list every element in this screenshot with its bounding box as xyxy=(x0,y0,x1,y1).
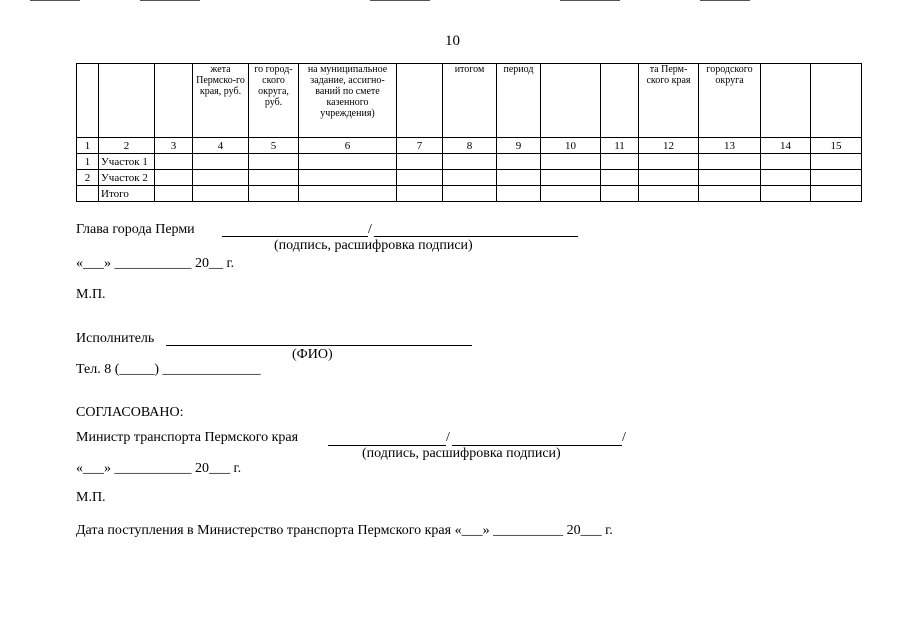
head-of-city-label: Глава города Перми xyxy=(76,222,195,237)
table-cell[interactable] xyxy=(193,154,249,170)
header-cell xyxy=(99,64,155,138)
header-cell xyxy=(601,64,639,138)
header-cell xyxy=(811,64,862,138)
header-cell: го город-ского округа, руб. xyxy=(249,64,299,138)
top-rule xyxy=(370,0,430,1)
column-number: 1 xyxy=(77,138,99,154)
signature-slash: / xyxy=(622,430,626,445)
table-cell[interactable] xyxy=(699,170,761,186)
table-cell[interactable] xyxy=(299,170,397,186)
header-cell: жета Пермско-го края, руб. xyxy=(193,64,249,138)
column-number: 14 xyxy=(761,138,811,154)
page-number: 10 xyxy=(445,33,460,49)
table-cell[interactable] xyxy=(155,186,193,202)
table-cell[interactable] xyxy=(761,154,811,170)
header-cell: итогом xyxy=(443,64,497,138)
row-name: Участок 2 xyxy=(99,170,155,186)
top-rule xyxy=(140,0,200,1)
stamp-label: М.П. xyxy=(76,287,106,302)
table-cell[interactable] xyxy=(497,154,541,170)
column-number: 5 xyxy=(249,138,299,154)
table-cell[interactable] xyxy=(811,186,862,202)
header-cell xyxy=(77,64,99,138)
table-cell[interactable] xyxy=(699,186,761,202)
table-cell[interactable] xyxy=(497,186,541,202)
column-number: 8 xyxy=(443,138,497,154)
column-number: 6 xyxy=(299,138,397,154)
header-cell: на муниципальное задание, ассигно-ваний по смете казенного учреждения) xyxy=(299,64,397,138)
table-cell[interactable] xyxy=(443,186,497,202)
table-cell[interactable] xyxy=(397,154,443,170)
table-cell[interactable] xyxy=(541,170,601,186)
header-cell: период xyxy=(497,64,541,138)
phone-field[interactable]: Тел. 8 (_____) ______________ xyxy=(76,362,261,377)
table-cell[interactable] xyxy=(601,170,639,186)
row-number: 2 xyxy=(77,170,99,186)
header-cell xyxy=(761,64,811,138)
table-cell[interactable] xyxy=(249,170,299,186)
column-number: 10 xyxy=(541,138,601,154)
table-cell[interactable] xyxy=(811,154,862,170)
row-name: Итого xyxy=(99,186,155,202)
column-number: 13 xyxy=(699,138,761,154)
form-table xyxy=(76,63,862,202)
table-cell[interactable] xyxy=(155,170,193,186)
row-name: Участок 1 xyxy=(99,154,155,170)
table-row xyxy=(77,154,862,170)
minister-label: Министр транспорта Пермского края xyxy=(76,430,299,445)
header-row xyxy=(77,64,862,138)
signature-caption: (подпись, расшифровка подписи) xyxy=(274,238,473,253)
table-cell[interactable] xyxy=(193,186,249,202)
column-number: 7 xyxy=(397,138,443,154)
column-number-row xyxy=(77,138,862,154)
top-rule xyxy=(700,0,750,1)
stamp-label: М.П. xyxy=(76,490,106,505)
table-cell[interactable] xyxy=(639,170,699,186)
table-cell[interactable] xyxy=(699,154,761,170)
table-row-total xyxy=(77,186,862,202)
table-row xyxy=(77,170,862,186)
table-cell[interactable] xyxy=(299,154,397,170)
signature-slash: / xyxy=(446,430,450,445)
table-cell[interactable] xyxy=(249,186,299,202)
table-cell[interactable] xyxy=(639,186,699,202)
column-number: 12 xyxy=(639,138,699,154)
table-cell[interactable] xyxy=(155,154,193,170)
table-cell[interactable] xyxy=(397,186,443,202)
table-cell[interactable] xyxy=(761,186,811,202)
column-number: 2 xyxy=(99,138,155,154)
minister-signature-caption: (подпись, расшифровка подписи) xyxy=(362,446,561,461)
executor-field[interactable] xyxy=(166,345,472,346)
row-number: 1 xyxy=(77,154,99,170)
table-cell[interactable] xyxy=(397,170,443,186)
table-cell[interactable] xyxy=(249,154,299,170)
header-cell xyxy=(397,64,443,138)
header-cell xyxy=(155,64,193,138)
approval-date-field[interactable]: «___» ___________ 20___ г. xyxy=(76,461,242,476)
column-number: 11 xyxy=(601,138,639,154)
top-rule xyxy=(560,0,620,1)
approved-title: СОГЛАСОВАНО: xyxy=(76,405,184,420)
column-number: 3 xyxy=(155,138,193,154)
top-rule xyxy=(30,0,80,1)
executor-label: Исполнитель xyxy=(76,331,155,346)
header-cell: та Перм-ского края xyxy=(639,64,699,138)
receipt-date-field[interactable]: Дата поступления в Министерство транспорта Пермского края «___» __________ 20___ г. xyxy=(76,523,613,538)
table-cell[interactable] xyxy=(601,154,639,170)
column-number: 15 xyxy=(811,138,862,154)
table-cell[interactable] xyxy=(811,170,862,186)
column-number: 4 xyxy=(193,138,249,154)
signature-slash: / xyxy=(368,222,372,237)
table-cell[interactable] xyxy=(497,170,541,186)
signature-field[interactable] xyxy=(222,236,368,237)
table-cell[interactable] xyxy=(639,154,699,170)
table-cell[interactable] xyxy=(761,170,811,186)
table-cell[interactable] xyxy=(443,154,497,170)
signature-name-field[interactable] xyxy=(374,236,578,237)
table-cell[interactable] xyxy=(541,154,601,170)
executor-caption: (ФИО) xyxy=(292,347,333,362)
header-cell xyxy=(541,64,601,138)
header-cell: городского округа xyxy=(699,64,761,138)
date-field[interactable]: «___» ___________ 20__ г. xyxy=(76,256,235,271)
table-cell[interactable] xyxy=(443,170,497,186)
table-cell[interactable] xyxy=(541,186,601,202)
table-cell[interactable] xyxy=(193,170,249,186)
table-cell[interactable] xyxy=(299,186,397,202)
column-number: 9 xyxy=(497,138,541,154)
row-number xyxy=(77,186,99,202)
table-cell[interactable] xyxy=(601,186,639,202)
